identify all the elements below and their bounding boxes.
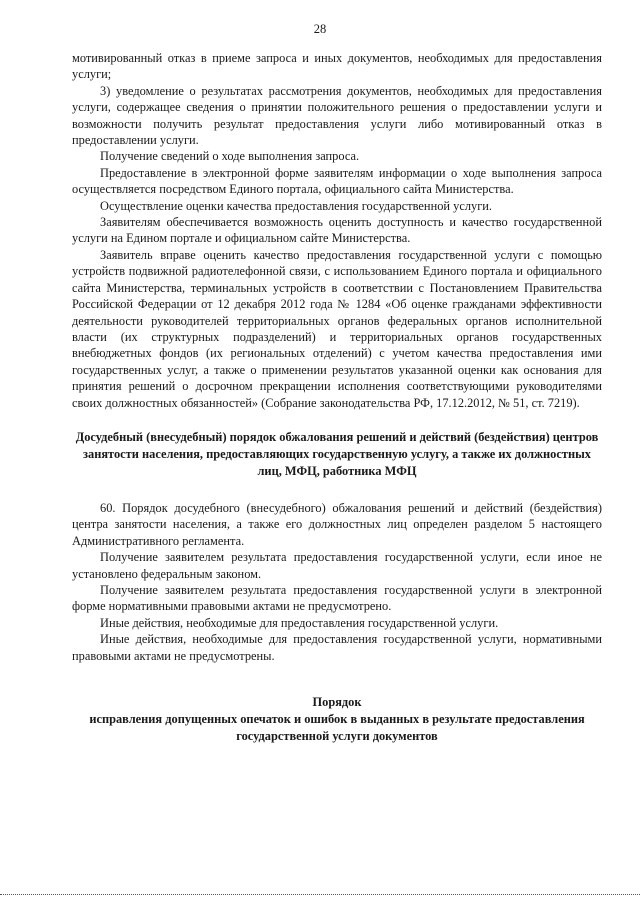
- section-heading: Досудебный (внесудебный) порядок обжалования решений и действий (бездействия) центров занятости населения, предоставляющих государственную услугу, а также их должностных лиц, МФЦ, работника МФЦ: [75, 429, 599, 478]
- paragraph: Получение заявителем результата предоставления государственной услуги, если иное не установлено федеральным законом.: [72, 550, 602, 581]
- paragraph: Заявителям обеспечивается возможность оценить доступность и качество государственной услуги на Едином портале и официальном сайте Министерства.: [72, 215, 602, 246]
- paragraph: Получение заявителем результата предоставления государственной услуги в электронной форме нормативными правовыми актами не предусмотрено.: [72, 582, 602, 614]
- paragraph: 3) уведомление о результатах рассмотрения документов, необходимых для предоставления услуги, содержащее сведения о принятии положительного решения о предоставлении услуги и возможности получить результат предоставления услуги либо мотивированный отказ в предоставлении услуги.: [72, 83, 602, 148]
- paragraph: Иные действия, необходимые для предоставления государственной услуги, нормативными правовыми актами не предусмотрены.: [72, 632, 602, 663]
- paragraph: Предоставление в электронной форме заявителям информации о ходе выполнения запроса осуществляется посредством Единого портала, официального сайта Министерства.: [72, 165, 602, 197]
- paragraph: Заявитель вправе оценить качество предоставления государственной услуги с помощью устройств подвижной радиотелефонной связи, с использованием Единого портала и официального сайта Министерства, терминальных устройств в соответствии с Постановлением Правительства Российской Федерации от 12 декабря 2012 года № 1284 «Об оценке гражданами эффективности деятельности руководителей территориальных органов федеральных органов исполнительной власти (их структурных подразделений) и территориальных органов государственных внебюджетных фондов (их региональных отделений) с учетом качества предоставления ими государственных услуг, а также о применении результатов указанной оценки как основания для принятия решений о досрочном прекращении исполнения соответствующими руководителями своих должностных обязанностей» (Собрание законодательства РФ, 17.12.2012, № 51, ст. 7219).: [72, 247, 602, 410]
- section-heading-title: Порядок: [312, 695, 362, 709]
- page-number: 28: [313, 22, 327, 36]
- page-bottom-border: [0, 894, 640, 895]
- document-body: [72, 50, 602, 745]
- paragraph: Получение сведений о ходе выполнения запроса.: [100, 149, 360, 164]
- paragraph: Осуществление оценки качества предоставления государственной услуги.: [100, 198, 493, 213]
- paragraph: Иные действия, необходимые для предоставления государственной услуги.: [100, 615, 499, 630]
- paragraph: мотивированный отказ в приеме запроса и иных документов, необходимых для предоставления услуги;: [72, 51, 602, 82]
- paragraph: 60. Порядок досудебного (внесудебного) обжалования решений и действий (бездействия) центра занятости населения, а также его должностных лиц определен разделом 5 настоящего Административного регламента.: [72, 500, 602, 548]
- section-heading-subtitle: исправления допущенных опечаток и ошибок в выданных в результате предоставления государственной услуги документов: [89, 712, 585, 743]
